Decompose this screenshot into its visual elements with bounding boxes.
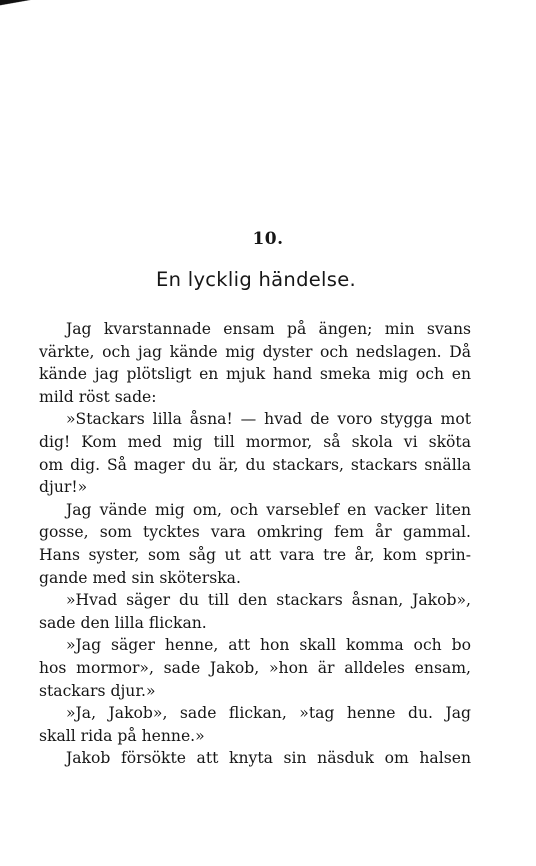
text-line: värkte, och jag kände mig dyster och nedslagen. Då	[39, 342, 471, 361]
text-line: hos mormor», sade Jakob, »hon är alldeles ensam,	[39, 658, 471, 677]
chapter-body-text	[39, 318, 471, 770]
text-line: djur!»	[39, 478, 88, 497]
text-line: gande med sin sköterska.	[39, 568, 241, 587]
text-line: dig! Kom med mig till mormor, så skola vi sköta	[39, 432, 471, 451]
text-line: »Ja, Jakob», sade flickan, »tag henne du. Jag	[66, 704, 471, 723]
text-line: om dig. Så mager du är, du stackars, stackars snälla	[39, 455, 471, 474]
text-line: Jag vände mig om, och varseblef en vacker liten	[66, 500, 471, 519]
text-line: »Jag säger henne, att hon skall komma och bo	[66, 636, 471, 655]
text-line: stackars djur.»	[39, 681, 156, 700]
text-line: »Stackars lilla åsna! — hvad de voro stygga mot	[66, 410, 471, 429]
text-line: gosse, som tycktes vara omkring fem år gammal.	[39, 523, 471, 542]
scan-corner-mark	[0, 0, 44, 10]
text-line: Jakob försökte att knyta sin näsduk om halsen	[66, 749, 471, 768]
chapter-number: 10.	[252, 229, 284, 249]
text-line: sade den lilla flickan.	[39, 613, 207, 632]
text-line: Jag kvarstannade ensam på ängen; min svans	[66, 320, 471, 338]
text-line: skall rida på henne.»	[39, 726, 205, 745]
text-line: Hans syster, som såg ut att vara tre år, kom sprin-	[39, 545, 471, 564]
chapter-title: En lycklig händelse.	[155, 268, 357, 291]
text-line: kände jag plötsligt en mjuk hand smeka mig och en	[39, 365, 471, 384]
text-line: mild röst sade:	[39, 387, 157, 406]
text-line: »Hvad säger du till den stackars åsnan, Jakob»,	[66, 591, 471, 610]
